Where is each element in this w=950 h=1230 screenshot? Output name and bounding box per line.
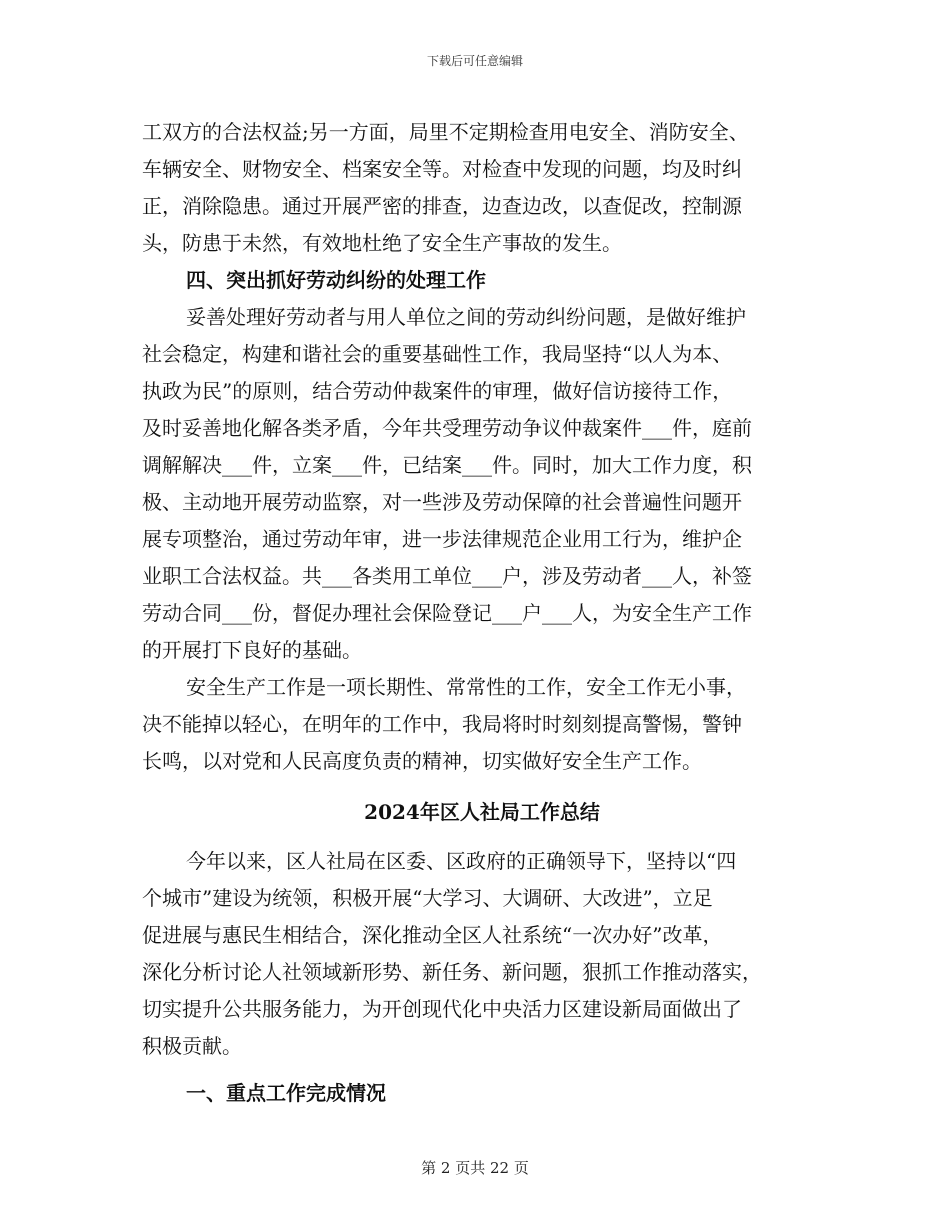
paragraph-line: 工双方的合法权益;另一方面，局里不定期检查用电安全、消防安全、 <box>142 120 749 144</box>
paragraph-line: 正，消除隐患。通过开展严密的排查，边查边改，以查促改，控制源 <box>142 194 742 218</box>
paragraph-line: 深化分析讨论人社领域新形势、新任务、新问题，狠抓工作推动落实， <box>142 960 762 984</box>
paragraph-line: 妥善处理好劳动者与用人单位之间的劳动纠纷问题，是做好维护 <box>186 305 746 329</box>
paragraph-line: 社会稳定，构建和谐社会的重要基础性工作，我局坚持“以人为本、 <box>142 342 733 366</box>
paragraph-line: 切实提升公共服务能力，为开创现代化中央活力区建设新局面做出了 <box>142 997 742 1021</box>
page-footer: 第 2 页共 22 页 <box>421 1159 529 1177</box>
paragraph-line: 头，防患于未然，有效地杜绝了安全生产事故的发生。 <box>142 231 622 255</box>
paragraph-line: 调解解决___件，立案___件，已结案___件。同时，加大工作力度，积 <box>142 453 752 477</box>
paragraph-line: 劳动合同___份，督促办理社会保险登记___户___人，为安全生产工作 <box>142 601 752 625</box>
paragraph-line: 及时妥善地化解各类矛盾，今年共受理劳动争议仲裁案件___件，庭前 <box>142 416 752 440</box>
paragraph-line: 展专项整治，通过劳动年审，进一步法律规范企业用工行为，维护企 <box>142 527 742 551</box>
paragraph-line: 长鸣，以对党和人民高度负责的精神，切实做好安全生产工作。 <box>142 749 702 773</box>
document-title: 2024年区人社局工作总结 <box>364 800 600 824</box>
paragraph-line: 极、主动地开展劳动监察，对一些涉及劳动保障的社会普遍性问题开 <box>142 490 742 514</box>
section-heading: 四、突出抓好劳动纠纷的处理工作 <box>186 268 486 292</box>
document-body <box>142 114 822 1112</box>
paragraph-line: 积极贡献。 <box>142 1034 242 1058</box>
paragraph-line: 安全生产工作是一项长期性、常常性的工作，安全工作无小事， <box>186 675 746 699</box>
paragraph-line: 个城市”建设为统领，积极开展“大学习、大调研、大改进”，立足 <box>142 886 713 910</box>
paragraph-line: 执政为民”的原则，结合劳动仲裁案件的审理，做好信访接待工作， <box>142 379 733 403</box>
paragraph-line: 促进展与惠民生相结合，深化推动全区人社系统“一次办好”改革， <box>142 923 723 947</box>
paragraph-line: 决不能掉以轻心，在明年的工作中，我局将时时刻刻提高警惕，警钟 <box>142 712 742 736</box>
section-heading: 一、重点工作完成情况 <box>186 1081 386 1105</box>
paragraph-line: 今年以来，区人社局在区委、区政府的正确领导下，坚持以“四 <box>186 849 737 873</box>
paragraph-line: 的开展打下良好的基础。 <box>142 638 362 662</box>
page-header: 下载后可任意编辑 <box>426 54 523 68</box>
paragraph-line: 车辆安全、财物安全、档案安全等。对检查中发现的问题，均及时纠 <box>142 157 742 181</box>
paragraph-line: 业职工合法权益。共___各类用工单位___户，涉及劳动者___人，补签 <box>142 564 752 588</box>
